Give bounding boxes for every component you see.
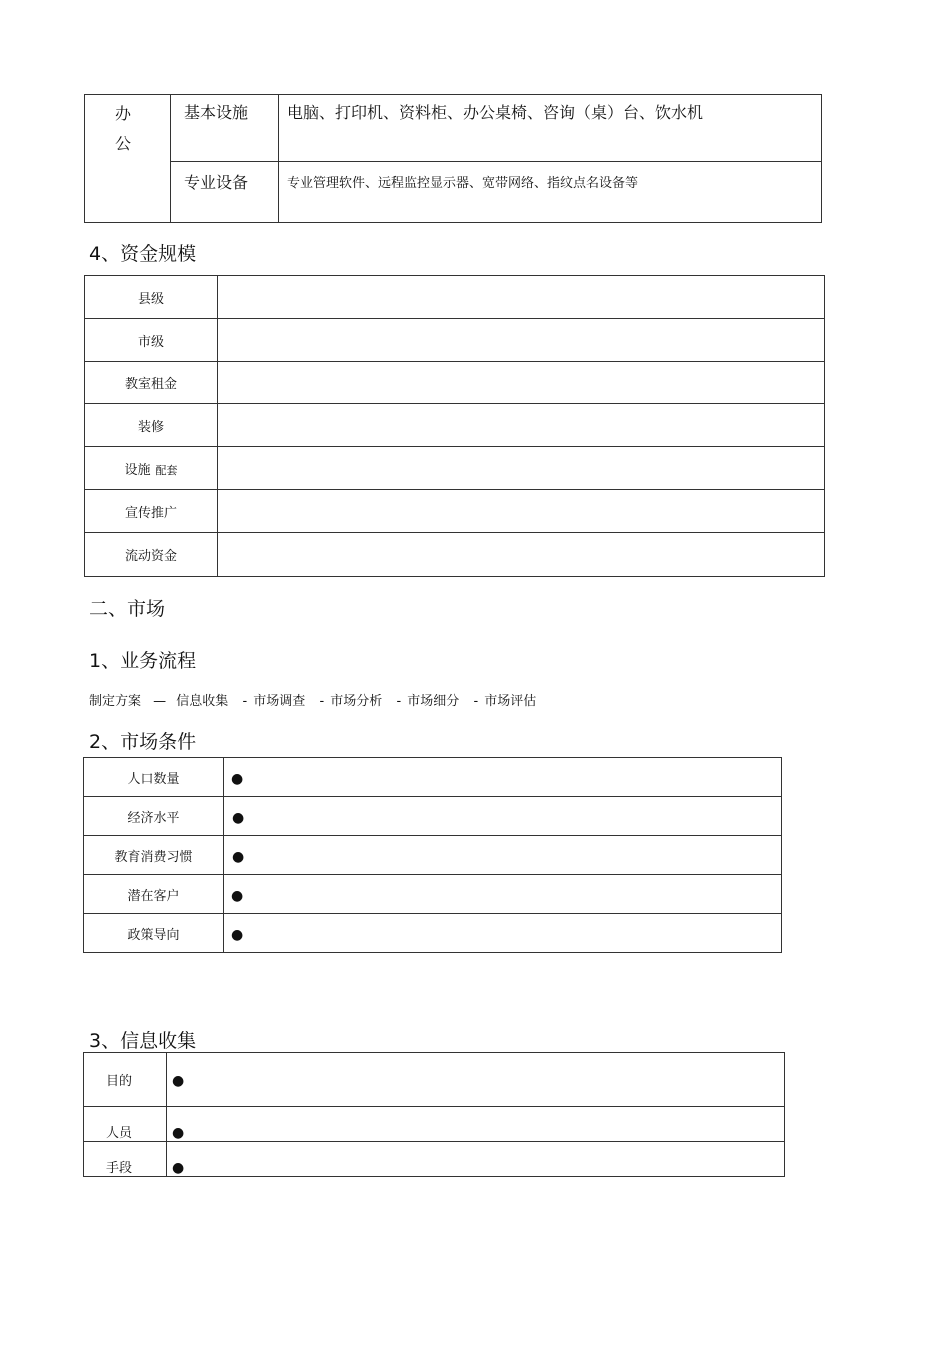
process-step: 市场分析 [330, 694, 383, 709]
capital-row-value [218, 447, 825, 490]
capital-label-working-capital: 流动资金 [124, 549, 177, 564]
process-separator: - [473, 694, 479, 709]
process-step: 制定方案 [89, 694, 142, 709]
process-step: 市场细分 [407, 694, 460, 709]
condition-label-cell [84, 836, 224, 875]
condition-label-cell [84, 758, 224, 797]
info-label-means: 手段 [106, 1161, 133, 1176]
office-items-cell [279, 95, 822, 162]
info-value-cell [167, 1107, 785, 1142]
process-step: 信息收集 [176, 694, 229, 709]
info-value-cell [167, 1142, 785, 1177]
bullet-icon [231, 888, 243, 904]
process-separator: - [242, 694, 248, 709]
capital-row-label [85, 447, 218, 490]
capital-row-value [218, 362, 825, 404]
capital-row-label [85, 319, 218, 362]
office-items-cell [279, 162, 822, 223]
office-table [84, 94, 822, 223]
info-label-cell [84, 1107, 167, 1142]
process-flow [89, 690, 536, 709]
capital-row-value [218, 490, 825, 533]
capital-label-county: 县级 [137, 291, 164, 307]
conditions-table [83, 757, 782, 953]
info-label-personnel: 人员 [106, 1126, 133, 1141]
capital-row-value [218, 533, 825, 577]
capital-row-value [218, 404, 825, 447]
capital-row-label [85, 362, 218, 404]
capital-label-rent: 教室租金 [124, 377, 177, 392]
process-step: 市场调查 [253, 694, 306, 709]
info-label-purpose: 目的 [106, 1074, 133, 1089]
condition-label-potential-clients: 潜在客户 [127, 888, 180, 904]
bullet-icon [231, 927, 243, 943]
capital-heading: 4、资金规模 [89, 243, 197, 265]
bullet-icon [232, 810, 244, 826]
info-label-cell [84, 1142, 167, 1177]
condition-label-economy: 经济水平 [127, 810, 180, 826]
office-category-cell [171, 95, 279, 162]
capital-row-label [85, 276, 218, 319]
office-group-cell [85, 95, 171, 223]
office-category-pro: 专业设备 [184, 173, 249, 192]
office-items-pro: 专业管理软件、远程监控显示器、宽带网络、指纹点名设备等 [287, 176, 639, 191]
condition-value-cell [224, 836, 782, 875]
capital-row-value [218, 276, 825, 319]
bullet-icon [172, 1125, 184, 1141]
info-label-cell [84, 1053, 167, 1107]
capital-label-facilities-suffix: 配套 [155, 463, 178, 477]
capital-label-renovation: 装修 [137, 419, 164, 435]
info-table [83, 1052, 785, 1177]
process-heading: 1、业务流程 [89, 650, 197, 672]
capital-table [84, 275, 825, 577]
condition-label-cell [84, 875, 224, 914]
capital-label-facilities: 设施 [124, 462, 151, 478]
bullet-icon [172, 1160, 184, 1176]
condition-label-cell [84, 914, 224, 953]
process-separator: — [153, 694, 167, 709]
bullet-icon [172, 1073, 184, 1089]
condition-value-cell [224, 914, 782, 953]
capital-row-label [85, 533, 218, 577]
bullet-icon [232, 849, 244, 865]
condition-label-education-habits: 教育消费习惯 [114, 849, 193, 865]
info-heading: 3、信息收集 [89, 1030, 197, 1052]
condition-label-cell [84, 797, 224, 836]
process-step: 市场评估 [484, 694, 537, 709]
office-items-basic: 电脑、打印机、资料柜、办公桌椅、咨询（桌）台、饮水机 [287, 103, 704, 122]
condition-value-cell [224, 875, 782, 914]
condition-label-population: 人口数量 [127, 771, 180, 787]
capital-row-label [85, 490, 218, 533]
market-heading: 二、市场 [89, 598, 166, 620]
process-separator: - [396, 694, 402, 709]
bullet-icon [231, 771, 243, 787]
office-category-basic: 基本设施 [184, 103, 249, 122]
capital-row-label [85, 404, 218, 447]
condition-value-cell [224, 758, 782, 797]
process-separator: - [319, 694, 325, 709]
capital-label-promotion: 宣传推广 [124, 505, 177, 521]
info-value-cell [167, 1053, 785, 1107]
condition-label-policy: 政策导向 [127, 927, 180, 943]
office-category-cell [171, 162, 279, 223]
condition-value-cell [224, 797, 782, 836]
office-group-label: 办公 [115, 104, 132, 153]
capital-label-city: 市级 [137, 334, 164, 350]
capital-row-value [218, 319, 825, 362]
conditions-heading: 2、市场条件 [89, 731, 197, 753]
